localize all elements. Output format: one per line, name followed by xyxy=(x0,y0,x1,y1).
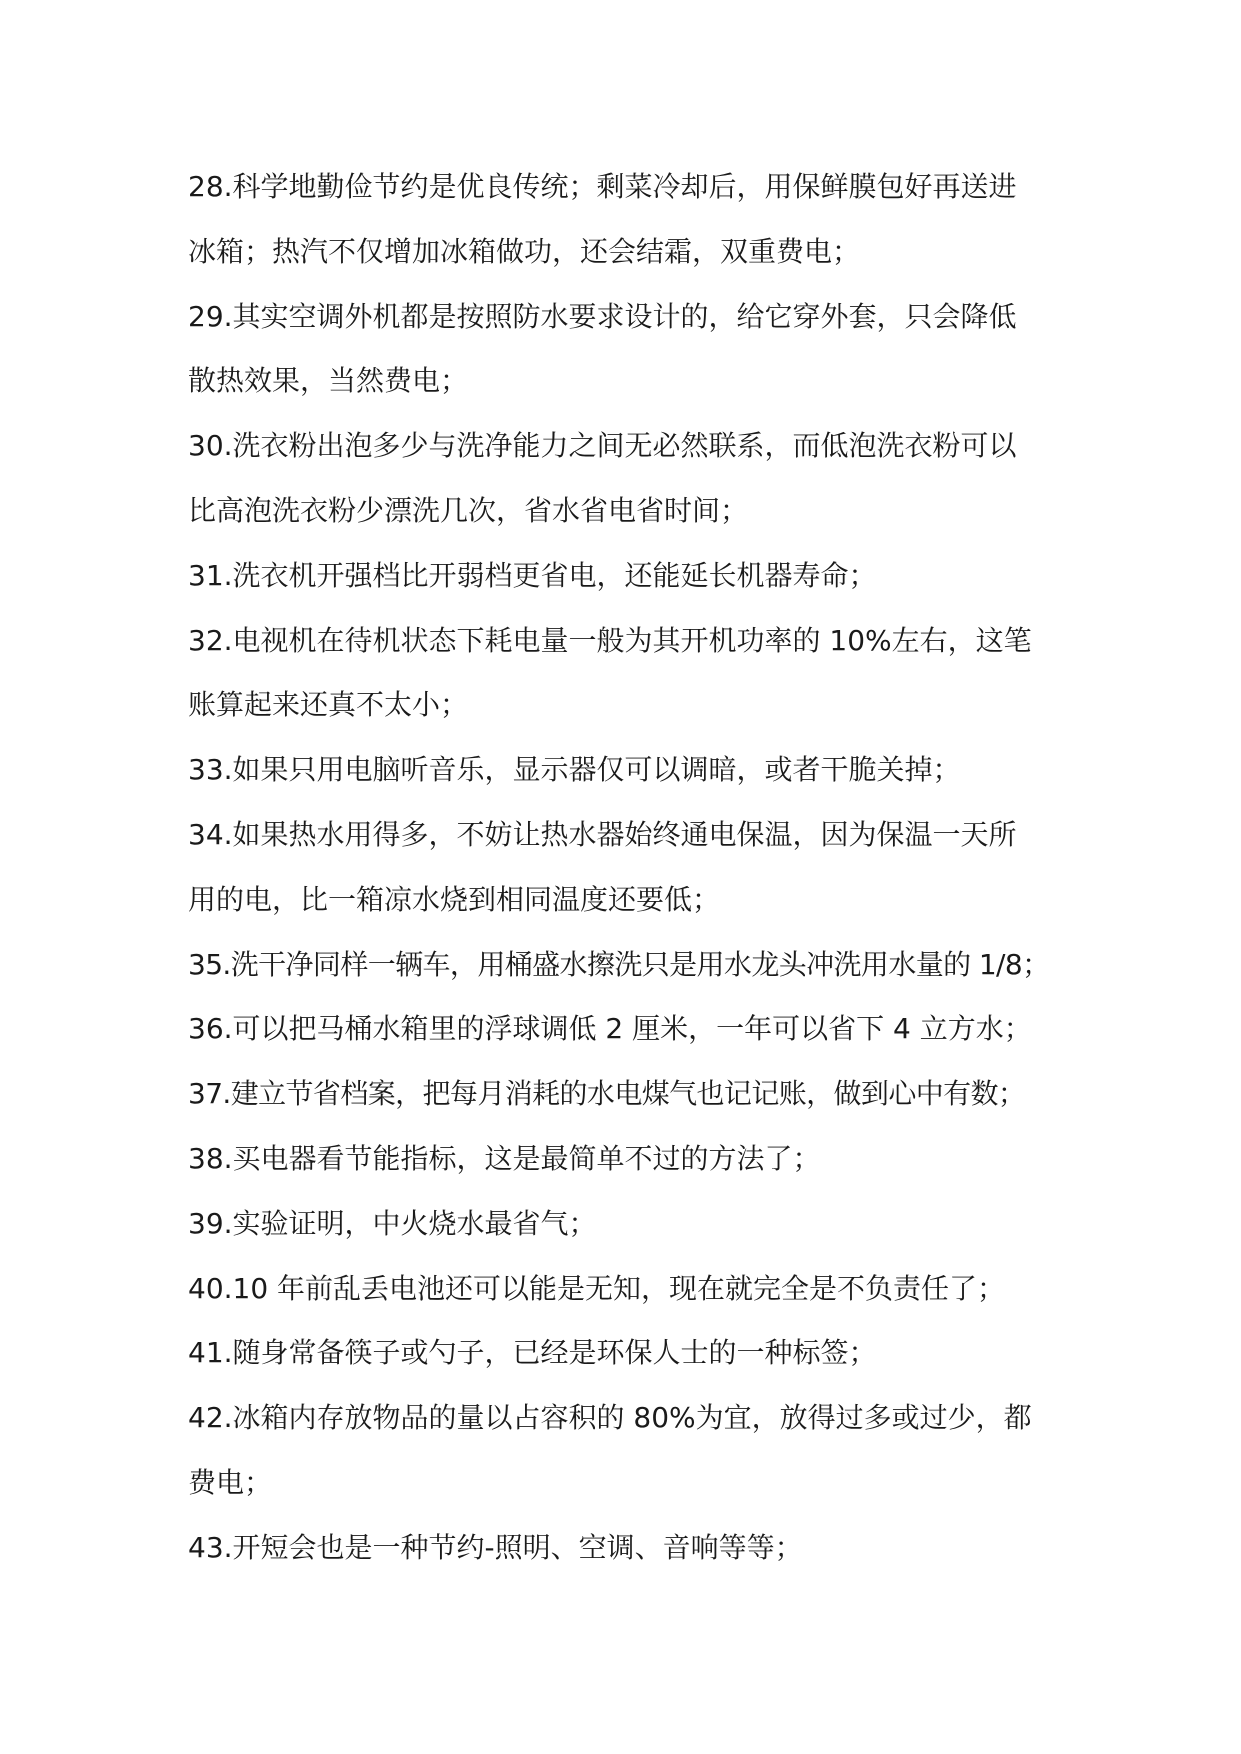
document-body xyxy=(188,155,1068,1581)
text-line-15: 37.建立节省档案，把每月消耗的水电煤气也记记账，做到心中有数； xyxy=(188,1077,1026,1111)
text-line-4: 散热效果，当然费电； xyxy=(188,364,469,398)
text-line-17: 39.实验证明，中火烧水最省气； xyxy=(188,1206,597,1240)
text-line-18: 40.10 年前乱丢电池还可以能是无知，现在就完全是不负责任了； xyxy=(188,1271,1006,1305)
text-line-21: 费电； xyxy=(188,1465,273,1499)
text-line-5: 30.洗衣粉出泡多少与洗净能力之间无必然联系，而低泡洗衣粉可以 xyxy=(188,429,1017,463)
text-line-12: 用的电，比一箱凉水烧到相同温度还要低； xyxy=(188,882,721,916)
text-line-22: 43.开短会也是一种节约-照明、空调、音响等等； xyxy=(188,1530,803,1564)
text-line-20: 42.冰箱内存放物品的量以占容积的 80%为宜，放得过多或过少，都 xyxy=(188,1401,1032,1435)
text-line-2: 冰箱；热汽不仅增加冰箱做功，还会结霜，双重费电； xyxy=(188,234,861,268)
text-line-11: 34.如果热水用得多，不妨让热水器始终通电保温，因为保温一天所 xyxy=(188,817,1017,851)
text-line-10: 33.如果只用电脑听音乐，显示器仅可以调暗，或者干脆关掉； xyxy=(188,753,961,787)
text-line-3: 29.其实空调外机都是按照防水要求设计的，给它穿外套，只会降低 xyxy=(188,299,1017,333)
text-line-14: 36.可以把马桶水箱里的浮球调低 2 厘米，一年可以省下 4 立方水； xyxy=(188,1012,1032,1046)
text-line-9: 账算起来还真不太小； xyxy=(188,688,469,722)
text-line-13: 35.洗干净同样一辆车，用桶盛水擦洗只是用水龙头冲洗用水量的 1/8； xyxy=(188,947,1050,981)
text-line-8: 32.电视机在待机状态下耗电量一般为其开机功率的 10%左右，这笔 xyxy=(188,623,1032,657)
text-line-1: 28.科学地勤俭节约是优良传统；剩菜冷却后，用保鲜膜包好再送进 xyxy=(188,170,1017,203)
text-line-6: 比高泡洗衣粉少漂洗几次，省水省电省时间； xyxy=(188,493,749,527)
text-line-19: 41.随身常备筷子或勺子，已经是环保人士的一种标签； xyxy=(188,1336,877,1370)
text-line-16: 38.买电器看节能指标，这是最简单不过的方法了； xyxy=(188,1141,821,1175)
text-line-7: 31.洗衣机开强档比开弱档更省电，还能延长机器寿命； xyxy=(188,558,877,592)
